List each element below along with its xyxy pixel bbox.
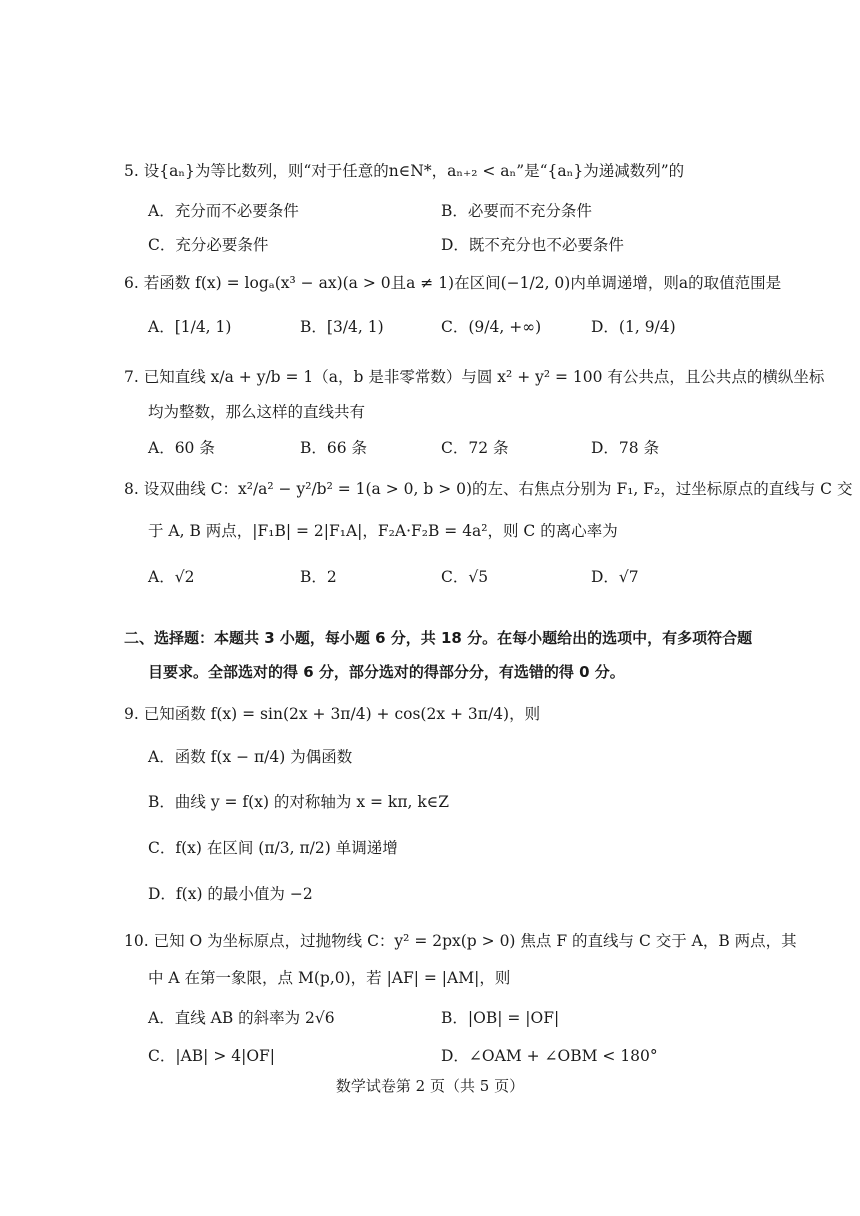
- q8-stem-line1: 8. 设双曲线 C：x²/a² − y²/b² = 1(a > 0, b > 0)的左、右焦点分别为 F₁, F₂，过坐标原点的直线与 C 交: [124, 480, 853, 498]
- q6-option-d: D．(1, 9/4): [591, 318, 676, 336]
- q8-option-b: B．2: [300, 568, 337, 586]
- q6-option-c: C．(9/4, +∞): [441, 318, 542, 336]
- q8-option-c: C．√5: [441, 568, 489, 586]
- q5-stem: 5. 设{aₙ}为等比数列，则“对于任意的n∈N*，aₙ₊₂ < aₙ”是“{aₙ}为递减数列”的: [124, 162, 685, 180]
- q5-option-a: A．充分而不必要条件: [148, 202, 299, 220]
- q10-option-b: B．|OB| = |OF|: [441, 1009, 560, 1027]
- q9-option-c: C．f(x) 在区间 (π/3, π/2) 单调递增: [148, 839, 398, 857]
- q6-option-b: B．[3/4, 1): [300, 318, 384, 336]
- q7-stem-line2: 均为整数，那么这样的直线共有: [148, 403, 366, 421]
- q7-option-b: B．66 条: [300, 439, 368, 457]
- q5-option-b: B．必要而不充分条件: [441, 202, 592, 220]
- q9-option-a: A．函数 f(x − π/4) 为偶函数: [148, 748, 353, 766]
- q9-option-b: B．曲线 y = f(x) 的对称轴为 x = kπ, k∈Z: [148, 793, 449, 811]
- q10-stem-line2: 中 A 在第一象限，点 M(p,0)，若 |AF| = |AM|，则: [148, 969, 511, 987]
- q7-option-c: C．72 条: [441, 439, 509, 457]
- q7-option-d: D．78 条: [591, 439, 660, 457]
- q10-option-c: C．|AB| > 4|OF|: [148, 1047, 275, 1065]
- q6-stem: 6. 若函数 f(x) = logₐ(x³ − ax)(a > 0且a ≠ 1)在区间(−1/2, 0)内单调递增，则a的取值范围是: [124, 274, 782, 292]
- q7-stem-line1: 7. 已知直线 x/a + y/b = 1（a，b 是非零常数）与圆 x² + y² = 100 有公共点，且公共点的横纵坐标: [124, 368, 825, 386]
- q8-option-d: D．√7: [591, 568, 639, 586]
- q8-stem-line2: 于 A, B 两点，|F₁B| = 2|F₁A|，F₂A·F₂B = 4a²，则 C 的离心率为: [148, 522, 618, 540]
- q6-option-a: A．[1/4, 1): [148, 318, 232, 336]
- q7-option-a: A．60 条: [148, 439, 215, 457]
- q9-stem: 9. 已知函数 f(x) = sin(2x + 3π/4) + cos(2x + 3π/4)，则: [124, 705, 541, 723]
- q8-option-a: A．√2: [148, 568, 195, 586]
- q5-option-d: D．既不充分也不必要条件: [441, 236, 624, 254]
- q10-option-d: D．∠OAM + ∠OBM < 180°: [441, 1047, 658, 1065]
- q10-stem-line1: 10. 已知 O 为坐标原点，过抛物线 C：y² = 2px(p > 0) 焦点 F 的直线与 C 交于 A，B 两点，其: [124, 932, 797, 950]
- q9-option-d: D．f(x) 的最小值为 −2: [148, 885, 313, 903]
- section-2-heading-line2: 目要求。全部选对的得 6 分，部分选对的得部分分，有选错的得 0 分。: [148, 663, 625, 681]
- q5-option-c: C．充分必要条件: [148, 236, 269, 254]
- section-2-heading: 二、选择题：本题共 3 小题，每小题 6 分，共 18 分。在每小题给出的选项中，有多项符合题: [124, 629, 753, 647]
- q10-option-a: A．直线 AB 的斜率为 2√6: [148, 1009, 335, 1027]
- page-footer: 数学试卷第 2 页（共 5 页）: [335, 1077, 525, 1095]
